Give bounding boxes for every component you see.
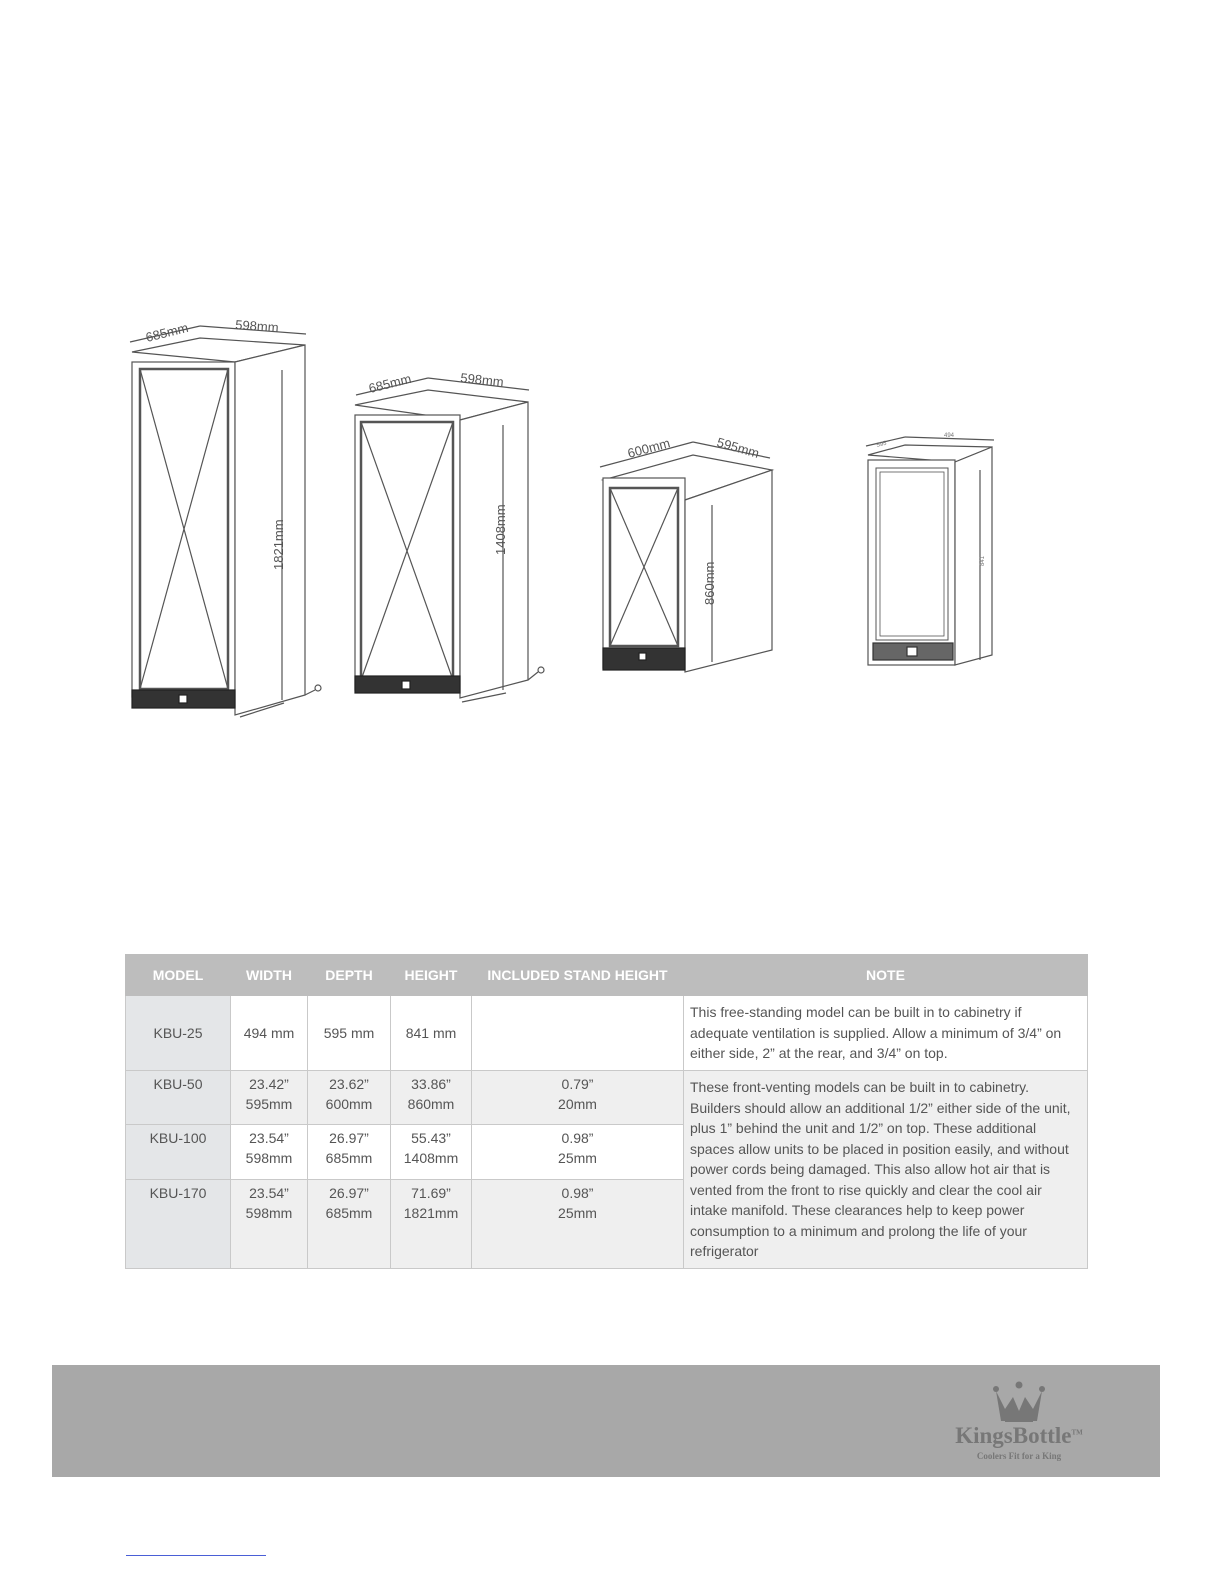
stand-cell xyxy=(472,1071,684,1125)
header-height: HEIGHT xyxy=(391,955,472,996)
header-depth: DEPTH xyxy=(308,955,391,996)
height-cell xyxy=(391,1071,472,1125)
kbu25-height-label: 841 xyxy=(980,555,986,566)
height-cell xyxy=(391,1125,472,1179)
height-mm: 1408mm xyxy=(403,1150,459,1167)
depth-cell xyxy=(308,1071,391,1125)
stand-in: 0.98” xyxy=(561,1184,594,1201)
model-cell: KBU-170 xyxy=(126,1179,231,1268)
kbu170-width-label: 598mm xyxy=(234,317,280,336)
header-stand-height: INCLUDED STAND HEIGHT xyxy=(472,955,684,996)
trademark-mark: TM xyxy=(1071,1428,1083,1437)
stand-cell xyxy=(472,1125,684,1179)
kbu100-height-label: 1408mm xyxy=(493,504,508,555)
depth-in: 26.97” xyxy=(329,1184,369,1201)
kbu50-height-label: 860mm xyxy=(702,561,717,605)
depth-mm: 685mm xyxy=(325,1150,373,1167)
depth-cell xyxy=(308,1179,391,1268)
note-frontventing: These front-venting models can be built in to cabinetry. Builders should allow an additional 1/2” either side of the unit, plus 1” behind the unit and 1/2” on top. These additional spaces allow units to be placed in position easily, and without power cords being damaged. This also allow hot air that is vented from the front to rise quickly and clear the cool air intake manifold. These clearances help to keep power consumption to a minimum and prolong the life of your refrigerator xyxy=(684,1071,1088,1269)
depth-in: 26.97” xyxy=(329,1130,369,1147)
width-cell xyxy=(231,1071,308,1125)
brand-tagline: Coolers Fit for a King xyxy=(976,1451,1062,1461)
brand-logo xyxy=(939,1377,1099,1462)
kbu170-height-label: 1821mm xyxy=(271,519,286,570)
depth-cell: 595 mm xyxy=(308,996,391,1071)
width-mm: 598mm xyxy=(245,1204,293,1221)
stand-in: 0.79” xyxy=(561,1076,594,1092)
drawing-kbu-25 xyxy=(866,437,994,665)
spec-table xyxy=(125,954,1088,1269)
width-mm: 598mm xyxy=(245,1150,293,1167)
stand-mm: 20mm xyxy=(558,1096,597,1112)
brand-name-text: KingsBottle xyxy=(955,1423,1072,1448)
depth-cell xyxy=(308,1125,391,1179)
height-cell xyxy=(391,1179,472,1268)
crown-icon xyxy=(939,1377,1099,1425)
kbu25-width-label: 494 xyxy=(944,433,955,439)
bottom-link-underline[interactable] xyxy=(126,1555,266,1556)
model-cell: KBU-25 xyxy=(126,996,231,1071)
height-in: 55.43” xyxy=(411,1130,451,1147)
width-cell xyxy=(231,1179,308,1268)
product-drawings xyxy=(0,0,1225,760)
stand-mm: 25mm xyxy=(558,1150,597,1167)
width-mm: 595mm xyxy=(245,1096,293,1112)
kbu170-depth-label: 685mm xyxy=(144,319,190,345)
stand-in: 0.98” xyxy=(561,1130,594,1147)
kbu100-depth-label: 685mm xyxy=(367,370,413,396)
width-in: 23.54” xyxy=(249,1184,289,1201)
footer-band xyxy=(52,1365,1160,1477)
header-note: NOTE xyxy=(684,955,1088,996)
depth-mm: 600mm xyxy=(325,1096,373,1112)
header-width: WIDTH xyxy=(231,955,308,996)
drawing-kbu-170 xyxy=(130,326,321,717)
stand-mm: 25mm xyxy=(558,1204,597,1221)
spec-header-row xyxy=(126,955,1088,996)
drawing-kbu-100 xyxy=(355,378,544,702)
height-in: 33.86” xyxy=(411,1076,451,1092)
kbu25-depth-label: 595 xyxy=(876,440,888,449)
height-cell: 841 mm xyxy=(391,996,472,1071)
table-row xyxy=(126,1071,1088,1125)
height-in: 71.69” xyxy=(411,1184,451,1201)
stand-cell xyxy=(472,1179,684,1268)
model-cell: KBU-50 xyxy=(126,1071,231,1125)
width-cell: 494 mm xyxy=(231,996,308,1071)
width-in: 23.54” xyxy=(249,1130,289,1147)
width-in: 23.42” xyxy=(249,1076,289,1092)
depth-mm: 685mm xyxy=(325,1204,373,1221)
drawing-kbu-50 xyxy=(600,442,772,672)
depth-in: 23.62” xyxy=(329,1076,369,1092)
height-mm: 860mm xyxy=(407,1096,455,1112)
kbu50-width-label: 595mm xyxy=(715,434,761,461)
kbu50-depth-label: 600mm xyxy=(625,435,672,461)
height-mm: 1821mm xyxy=(403,1204,459,1221)
header-model: MODEL xyxy=(126,955,231,996)
stand-cell xyxy=(472,996,684,1071)
table-row xyxy=(126,996,1088,1071)
model-cell: KBU-100 xyxy=(126,1125,231,1179)
note-freestanding: This free-standing model can be built in to cabinetry if adequate ventilation is supplied. Allow a minimum of 3/4” on either side, 2” at the rear, and 3/4” on top. xyxy=(684,996,1088,1071)
width-cell xyxy=(231,1125,308,1179)
brand-name xyxy=(939,1423,1099,1449)
kbu100-width-label: 598mm xyxy=(459,370,505,390)
